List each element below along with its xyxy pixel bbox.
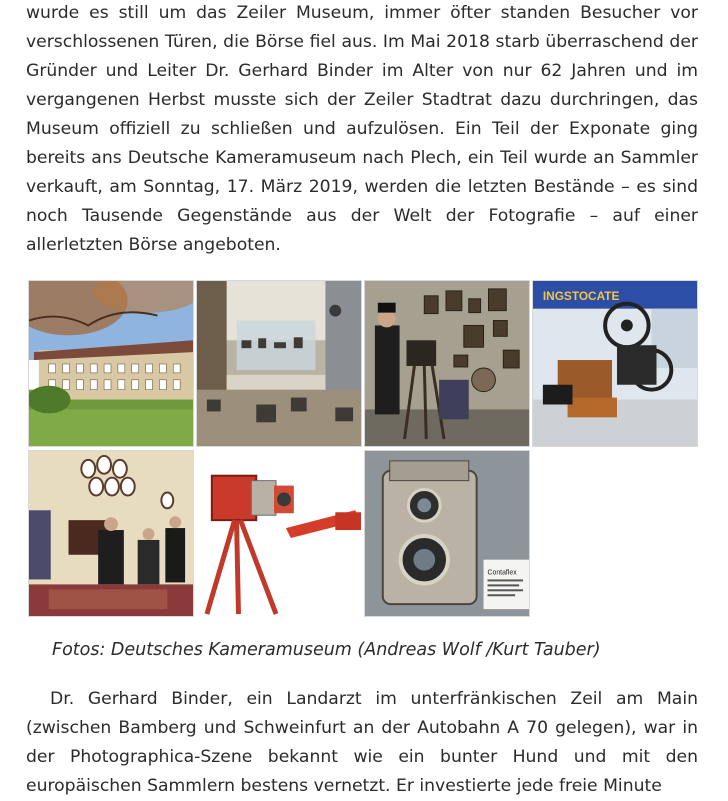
- photo-film-projectors[interactable]: [532, 280, 698, 447]
- photo-twin-lens-camera[interactable]: [364, 450, 530, 617]
- article-paragraph-2: Dr. Gerhard Binder, ein Landarzt im unterfränkischen Zeil am Main (zwischen Bamberg und Schweinfurt an der Autobahn A 70 gelegen), war in der Photographica-Szene bekannt wie ein bunter Hund und mit den europäischen Sammlern bestens vernetzt. Er investierte jede freie Minute: [26, 689, 698, 796]
- label-text: Contaflex: [487, 569, 517, 577]
- photo-museum-interior[interactable]: [196, 280, 362, 447]
- photo-museum-building[interactable]: [28, 280, 194, 447]
- article-paragraph-1: wurde es still um das Zeiler Museum, immer öfter standen Besucher vor verschlossenen Türen, die Börse fiel aus. Im Mai 2018 starb überraschend der Gründer und Leiter Dr. Gerhard Binder im Alter von nur 62 Jahren und im vergangenen Herbst musste sich der Zeiler Stadtrat dazu durchringen, das Museum offiziell zu schließen und aufzulösen. Ein Teil der Exponate ging bereits ans Deutsche Kameramuseum nach Plech, ein Teil wurde an Sammler verkauft, am Sonntag, 17. März 2019, werden die letzten Bestände – es sind noch Tausende Gegenstände aus der Welt der Fotografie – auf einer allerletzten Börse angeboten.: [26, 3, 698, 255]
- gallery-caption: Fotos: Deutsches Kameramuseum (Andreas Wolf /Kurt Tauber): [52, 640, 601, 660]
- photo-red-camera[interactable]: [196, 450, 362, 617]
- sign-text: INGSTOCATE: [542, 288, 620, 303]
- photo-victorian-studio[interactable]: [28, 450, 194, 617]
- photo-gallery: [28, 280, 700, 620]
- photo-studio-camera-man[interactable]: [364, 280, 530, 447]
